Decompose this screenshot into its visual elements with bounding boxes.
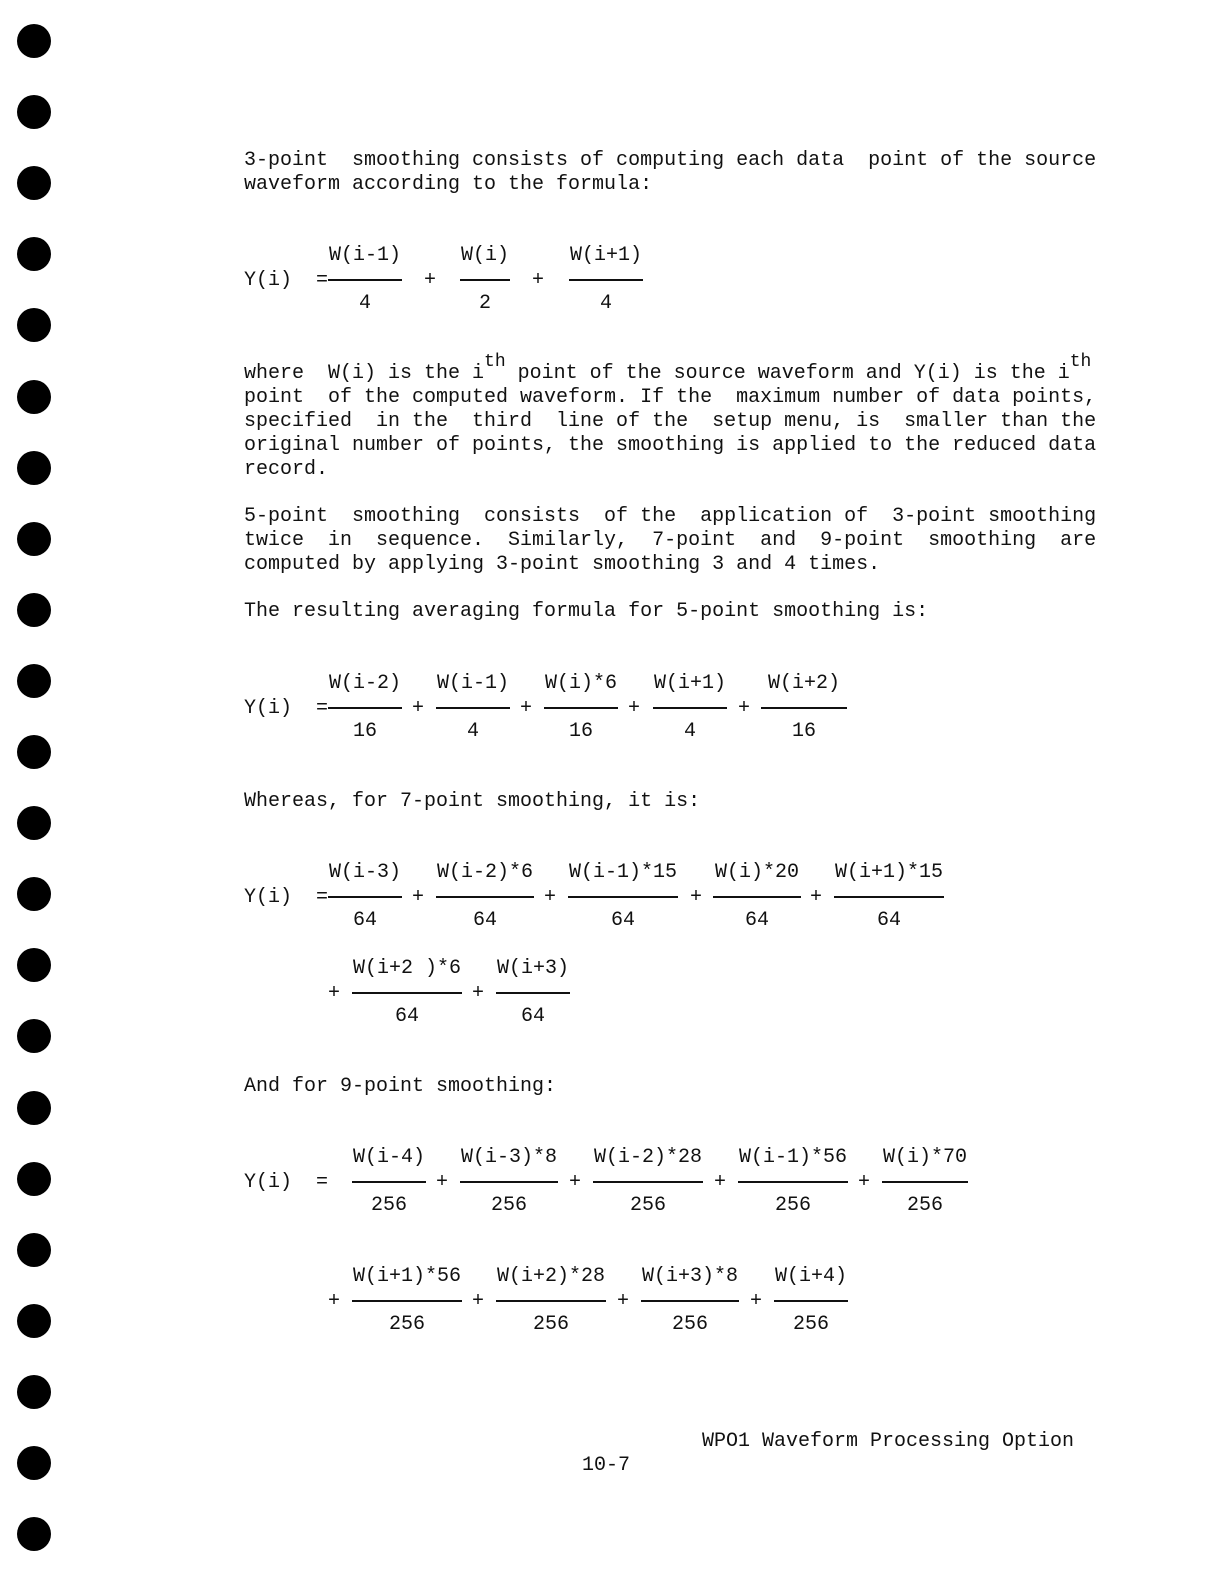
denominator: 64: [352, 909, 377, 932]
fraction-bar: [882, 1181, 968, 1183]
plus-sign: +: [569, 1171, 582, 1194]
fraction: [882, 1147, 968, 1217]
denominator: 256: [532, 1313, 569, 1336]
denominator: 64: [472, 909, 497, 932]
fraction-bar: [713, 896, 801, 898]
paragraph-5-point-formula-intro: [244, 600, 1100, 624]
fraction: [761, 673, 847, 743]
fraction: [460, 1147, 558, 1217]
binder-hole: [17, 1375, 51, 1409]
plus-sign: +: [628, 697, 641, 720]
fraction-bar: [834, 896, 944, 898]
numerator: W(i+2): [767, 672, 840, 695]
numerator: W(i)*6: [544, 672, 617, 695]
binder-hole: [17, 1517, 51, 1551]
fraction: [460, 245, 510, 315]
fraction-bar: [328, 707, 402, 709]
text-line: computed by applying 3-point smoothing 3 and 4 times.: [244, 553, 881, 576]
plus-sign: +: [436, 1171, 449, 1194]
fraction-bar: [653, 707, 727, 709]
numerator: W(i-1): [436, 672, 509, 695]
numerator: W(i-1)*56: [738, 1146, 848, 1169]
fraction: [328, 245, 402, 315]
denominator: 64: [610, 909, 635, 932]
denominator: 256: [490, 1194, 527, 1217]
fraction: [328, 862, 402, 932]
numerator: W(i-2)*6: [436, 861, 533, 884]
plus-sign: +: [328, 1290, 341, 1313]
plus-sign: +: [617, 1290, 630, 1313]
text-line: 3-point smoothing consists of computing each data point of the source: [244, 149, 1097, 172]
binder-hole: [17, 166, 51, 200]
plus-sign: +: [328, 982, 341, 1005]
paragraph-where: [244, 352, 1100, 482]
fraction-bar: [460, 1181, 558, 1183]
denominator: 2: [478, 292, 491, 315]
denominator: 16: [352, 720, 377, 743]
fraction-bar: [352, 1181, 426, 1183]
numerator: W(i+3): [496, 957, 569, 980]
binder-hole: [17, 1019, 51, 1053]
binder-hole: [17, 593, 51, 627]
denominator: 4: [358, 292, 371, 315]
binder-hole: [17, 1233, 51, 1267]
binder-hole: [17, 380, 51, 414]
paragraph-9-point-intro: [244, 1075, 1100, 1099]
text-line: waveform according to the formula:: [244, 173, 653, 196]
binder-hole: [17, 1162, 51, 1196]
fraction-bar: [569, 279, 643, 281]
numerator: W(i+1): [569, 244, 642, 267]
binder-hole: [17, 948, 51, 982]
fraction: [641, 1266, 739, 1336]
plus-sign: +: [750, 1290, 763, 1313]
fraction: [569, 245, 643, 315]
formula-lhs: Y(i) =: [244, 1171, 329, 1194]
denominator: 64: [876, 909, 901, 932]
fraction-bar: [496, 1300, 606, 1302]
superscript: th: [484, 352, 506, 373]
text-line: And for 9-point smoothing:: [244, 1075, 557, 1098]
plus-sign: +: [424, 269, 437, 292]
denominator: 4: [683, 720, 696, 743]
numerator: W(i+3)*8: [641, 1265, 738, 1288]
plus-sign: +: [520, 697, 533, 720]
fraction-bar: [436, 896, 534, 898]
fraction-bar: [641, 1300, 739, 1302]
fraction: [774, 1266, 848, 1336]
numerator: W(i)*70: [882, 1146, 967, 1169]
numerator: W(i+1): [653, 672, 726, 695]
fraction-bar: [328, 279, 402, 281]
plus-sign: +: [472, 982, 485, 1005]
text-line: point of the computed waveform. If the maximum number of data points,: [244, 386, 1097, 409]
denominator: 256: [906, 1194, 943, 1217]
denominator: 256: [370, 1194, 407, 1217]
denominator: 256: [792, 1313, 829, 1336]
binder-hole: [17, 664, 51, 698]
denominator: 4: [599, 292, 612, 315]
fraction: [496, 958, 570, 1028]
denominator: 256: [774, 1194, 811, 1217]
fraction: [352, 1147, 426, 1217]
fraction-bar: [761, 707, 847, 709]
fraction: [436, 673, 510, 743]
plus-sign: +: [472, 1290, 485, 1313]
text-segment: point of the source waveform and Y(i) is the i: [505, 362, 1070, 385]
fraction: [328, 673, 402, 743]
text-line: Whereas, for 7-point smoothing, it is:: [244, 790, 701, 813]
denominator: 64: [744, 909, 769, 932]
numerator: W(i+1)*56: [352, 1265, 462, 1288]
formula-lhs: Y(i) =: [244, 697, 329, 720]
text-line: 5-point smoothing consists of the application of 3-point smoothing: [244, 505, 1097, 528]
binder-hole: [17, 877, 51, 911]
numerator: W(i-3)*8: [460, 1146, 557, 1169]
plus-sign: +: [532, 269, 545, 292]
numerator: W(i-1)*15: [568, 861, 678, 884]
numerator: W(i-2)*28: [593, 1146, 703, 1169]
denominator: 64: [394, 1005, 419, 1028]
fraction: [738, 1147, 848, 1217]
text-line: twice in sequence. Similarly, 7-point and 9-point smoothing are: [244, 529, 1097, 552]
text-line: The resulting averaging formula for 5-point smoothing is:: [244, 600, 929, 623]
page-number: 10-7: [582, 1454, 631, 1477]
numerator: W(i-1): [328, 244, 401, 267]
denominator: 256: [629, 1194, 666, 1217]
fraction-bar: [496, 992, 570, 994]
fraction-bar: [738, 1181, 848, 1183]
paragraph-3-point-intro: [244, 149, 1100, 197]
plus-sign: +: [810, 886, 823, 909]
formula-lhs: Y(i) =: [244, 886, 329, 909]
fraction: [568, 862, 678, 932]
plus-sign: +: [544, 886, 557, 909]
numerator: W(i-2): [328, 672, 401, 695]
plus-sign: +: [412, 697, 425, 720]
numerator: W(i): [460, 244, 509, 267]
fraction: [713, 862, 801, 932]
plus-sign: +: [690, 886, 703, 909]
denominator: 64: [520, 1005, 545, 1028]
fraction: [436, 862, 534, 932]
plus-sign: +: [738, 697, 751, 720]
denominator: 256: [388, 1313, 425, 1336]
numerator: W(i-4): [352, 1146, 425, 1169]
binder-hole: [17, 1304, 51, 1338]
text-line: specified in the third line of the setup menu, is smaller than the: [244, 410, 1097, 433]
plus-sign: +: [412, 886, 425, 909]
fraction-bar: [544, 707, 618, 709]
denominator: 4: [466, 720, 479, 743]
binder-hole: [17, 308, 51, 342]
numerator: W(i+4): [774, 1265, 847, 1288]
denominator: 16: [568, 720, 593, 743]
text-segment: where W(i) is the i: [244, 362, 485, 385]
superscript: th: [1069, 352, 1092, 373]
text-line-with-superscripts: [244, 352, 1100, 386]
numerator: W(i+2)*28: [496, 1265, 606, 1288]
binder-hole: [17, 522, 51, 556]
fraction: [496, 1266, 606, 1336]
binder-hole: [17, 95, 51, 129]
formula-lhs: Y(i) =: [244, 269, 329, 292]
binder-hole: [17, 1091, 51, 1125]
binder-hole: [17, 24, 51, 58]
text-line: original number of points, the smoothing is applied to the reduced data: [244, 434, 1097, 457]
binder-hole: [17, 237, 51, 271]
binder-hole: [17, 1446, 51, 1480]
fraction: [352, 1266, 462, 1336]
fraction: [653, 673, 727, 743]
fraction-bar: [460, 279, 510, 281]
fraction-bar: [436, 707, 510, 709]
numerator: W(i-3): [328, 861, 401, 884]
binder-hole: [17, 451, 51, 485]
fraction-bar: [568, 896, 678, 898]
fraction-bar: [593, 1181, 703, 1183]
paragraph-7-point-intro: [244, 790, 1100, 814]
fraction-bar: [352, 992, 462, 994]
binder-holes: [0, 0, 70, 1576]
binder-hole: [17, 735, 51, 769]
denominator: 16: [791, 720, 816, 743]
numerator: W(i+2 )*6: [352, 957, 462, 980]
fraction: [593, 1147, 703, 1217]
denominator: 256: [671, 1313, 708, 1336]
fraction-bar: [352, 1300, 462, 1302]
text-line: record.: [244, 458, 329, 481]
fraction: [834, 862, 944, 932]
footer-title: WPO1 Waveform Processing Option: [702, 1430, 1075, 1453]
numerator: W(i)*20: [714, 861, 799, 884]
numerator: W(i+1)*15: [834, 861, 944, 884]
plus-sign: +: [714, 1171, 727, 1194]
fraction-bar: [774, 1300, 848, 1302]
binder-hole: [17, 806, 51, 840]
paragraph-5-point: [244, 505, 1100, 577]
plus-sign: +: [858, 1171, 871, 1194]
fraction-bar: [328, 896, 402, 898]
fraction: [352, 958, 462, 1028]
fraction: [544, 673, 618, 743]
